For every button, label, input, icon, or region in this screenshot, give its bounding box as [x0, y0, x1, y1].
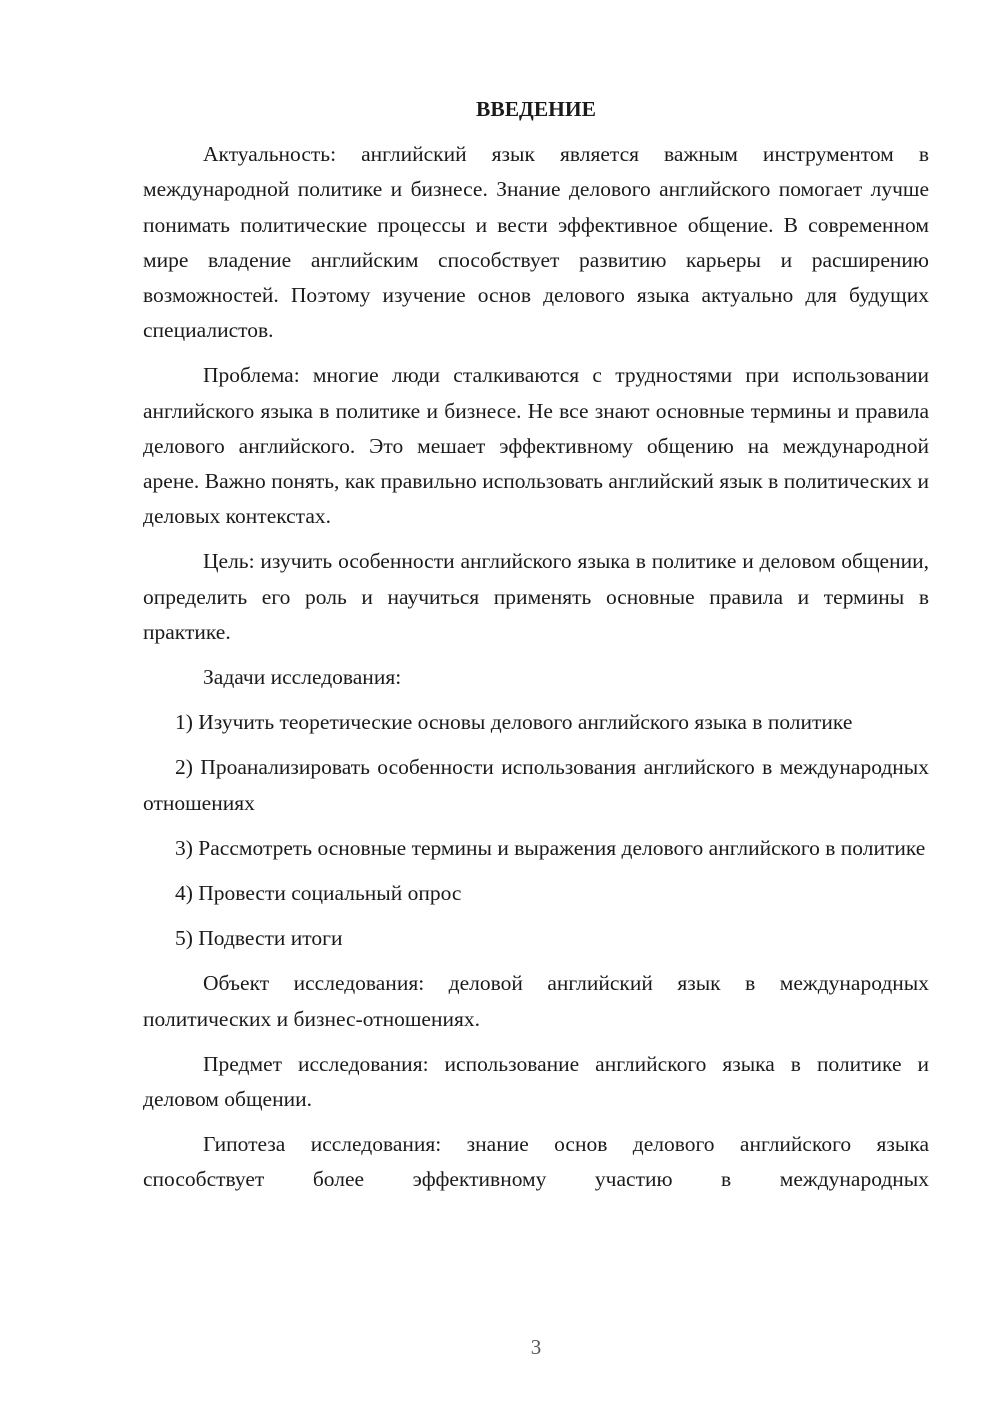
task-item: 4) Провести социальный опрос	[175, 881, 462, 906]
task-item: 1) Изучить теоретические основы делового английского языка в политике	[175, 710, 853, 735]
task-item: 2) Проанализировать особенности использования английского в международных отношениях	[143, 755, 929, 815]
task-item: 3) Рассмотреть основные термины и выражения делового английского в политике	[175, 835, 926, 860]
page-content	[143, 92, 929, 1208]
task-item: 5) Подвести итоги	[175, 926, 343, 951]
relevance-paragraph: Актуальность: английский язык является важным инструментом в международной политике и бизнесе. Знание делового английского помогает лучше понимать политические процессы и вести эффективное общение. В современном мире владение английским способствует развитию карьеры и расширению возможностей. Поэтому изучение основ делового языка актуально для будущих специалистов.	[143, 142, 929, 343]
tasks-heading: Задачи исследования:	[203, 665, 402, 690]
goal-paragraph: Цель: изучить особенности английского языка в политике и деловом общении, определить его роль и научиться применять основные правила и термины в практике.	[143, 549, 929, 644]
subject-paragraph: Предмет исследования: использование английского языка в политике и деловом общении.	[143, 1051, 929, 1112]
hypothesis-paragraph: Гипотеза исследования: знание основ делового английского языка способствует более эффективному участию в международных	[143, 1132, 929, 1192]
object-paragraph: Объект исследования: деловой английский язык в международных политических и бизнес-отношениях.	[143, 971, 929, 1031]
page-number: 3	[530, 1335, 542, 1359]
section-title: ВВЕДЕНИЕ	[476, 97, 596, 121]
problem-paragraph: Проблема: многие люди сталкиваются с трудностями при использовании английского языка в политике и бизнесе. Не все знают основные термины и правила делового английского. Это мешает эффективному общению на международной арене. Важно понять, как правильно использовать английский язык в политических и деловых контекстах.	[143, 363, 929, 529]
